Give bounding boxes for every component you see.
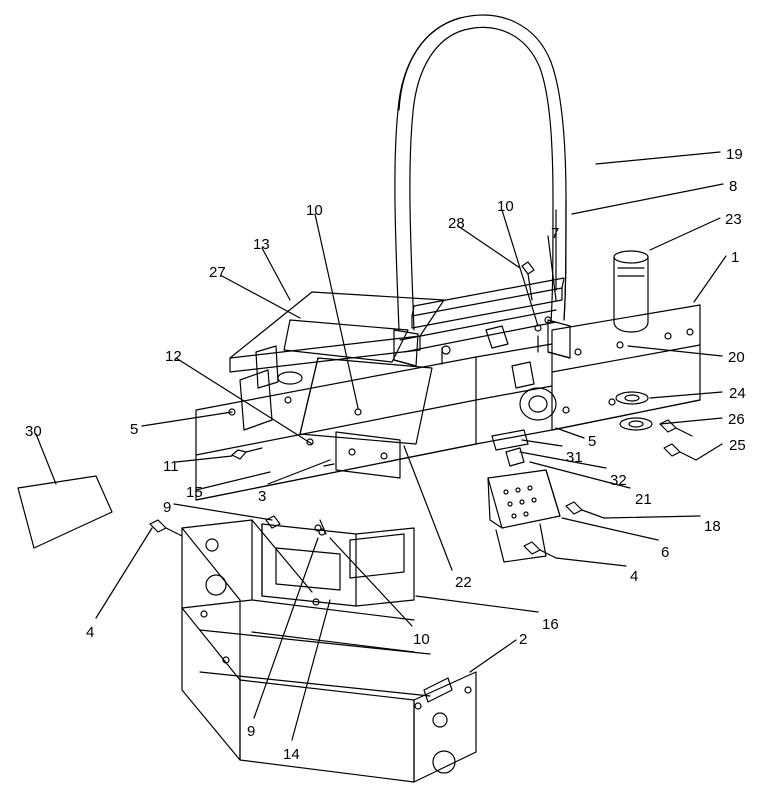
callout-1: 1 (731, 249, 740, 266)
callout-26: 26 (728, 411, 745, 428)
callout-32: 32 (610, 472, 627, 489)
callout-23: 23 (725, 211, 742, 228)
callout-22: 22 (455, 574, 472, 591)
callout-21: 21 (635, 491, 652, 508)
callout-19: 19 (726, 146, 743, 163)
callout-3: 3 (258, 488, 267, 505)
callout-9-upper: 9 (163, 499, 172, 516)
callout-13: 13 (253, 236, 270, 253)
callout-9-lower: 9 (247, 723, 256, 740)
callout-6: 6 (661, 544, 670, 561)
callout-24: 24 (729, 385, 746, 402)
callout-8: 8 (729, 178, 738, 195)
callout-28: 28 (448, 215, 465, 232)
callout-4-right: 4 (630, 568, 639, 585)
callout-16: 16 (542, 616, 559, 633)
callout-15: 15 (186, 484, 203, 501)
callout-10-upper-left: 10 (306, 202, 323, 219)
callout-18: 18 (704, 518, 721, 535)
callout-5-right: 5 (588, 433, 597, 450)
callout-11: 11 (163, 458, 179, 475)
callout-2: 2 (519, 631, 528, 648)
callout-4-left: 4 (86, 624, 95, 641)
callout-5-left: 5 (130, 421, 139, 438)
callout-31: 31 (566, 449, 583, 466)
callout-25: 25 (729, 437, 746, 454)
callout-12: 12 (165, 348, 182, 365)
callout-7: 7 (551, 225, 560, 242)
callout-20: 20 (728, 349, 745, 366)
callout-10-upper-right: 10 (497, 198, 514, 215)
callout-27: 27 (209, 264, 226, 281)
callout-10-lower: 10 (413, 631, 430, 648)
callout-30: 30 (25, 423, 42, 440)
callout-14: 14 (283, 746, 300, 763)
